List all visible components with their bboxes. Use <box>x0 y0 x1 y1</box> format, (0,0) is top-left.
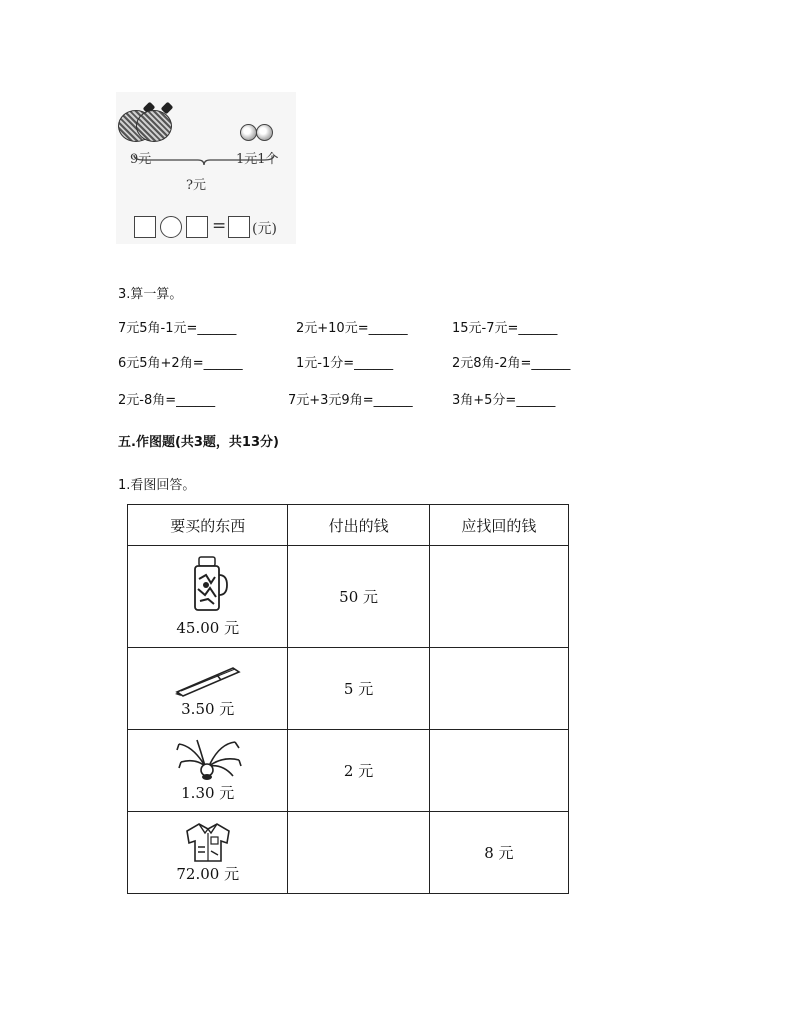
unit-label: (元) <box>252 221 277 237</box>
operator-circle[interactable] <box>160 216 182 238</box>
calc-item: 7元+3元9角=______ <box>288 393 413 408</box>
item-price: 3.50 元 <box>181 700 235 718</box>
word-problem-figure <box>116 92 296 244</box>
calc-item: 6元5角+2角=______ <box>118 356 243 371</box>
header-cell: 要买的东西 <box>128 505 288 546</box>
answer-box[interactable] <box>186 216 208 238</box>
change-cell[interactable] <box>429 730 568 812</box>
calc-item: 1元-1分=______ <box>296 356 394 371</box>
pen-icon <box>173 658 243 698</box>
ping-pong-ball-icon <box>240 124 257 141</box>
calc-item: 3角+5分=______ <box>452 393 556 408</box>
table-row <box>128 730 569 812</box>
equals-sign: = <box>212 216 227 236</box>
change-cell[interactable] <box>429 546 568 648</box>
section-5-title: 五.作图题(共3题，共13分) <box>118 435 279 450</box>
section-3-title: 3.算一算。 <box>118 287 183 302</box>
ball-price-label: 1元1个 <box>236 152 279 167</box>
ping-pong-paddle-icon <box>136 110 172 142</box>
ping-pong-ball-icon <box>256 124 273 141</box>
item-cell <box>128 812 288 894</box>
paid-cell: 50 元 <box>288 546 429 648</box>
toy-spider-icon <box>173 738 243 782</box>
shirt-icon <box>183 821 233 863</box>
paid-cell: 2 元 <box>288 730 429 812</box>
answer-box[interactable] <box>228 216 250 238</box>
question-1: 1.看图回答。 <box>118 478 196 493</box>
table-row <box>128 546 569 648</box>
calc-item: 2元+10元=______ <box>296 321 408 336</box>
calc-item: 2元-8角=______ <box>118 393 216 408</box>
item-price: 45.00 元 <box>176 619 240 637</box>
change-cell[interactable] <box>429 648 568 730</box>
paid-cell[interactable] <box>288 812 429 894</box>
header-cell: 付出的钱 <box>288 505 429 546</box>
item-price: 72.00 元 <box>176 865 240 883</box>
brace-icon <box>132 154 276 166</box>
calc-item: 15元-7元=______ <box>452 321 558 336</box>
header-cell: 应找回的钱 <box>429 505 568 546</box>
item-cell <box>128 546 288 648</box>
item-cell <box>128 730 288 812</box>
change-cell: 8 元 <box>429 812 568 894</box>
calc-item: 7元5角-1元=______ <box>118 321 237 336</box>
item-cell <box>128 648 288 730</box>
table-row <box>128 648 569 730</box>
total-price-label: ?元 <box>186 178 206 193</box>
item-price: 1.30 元 <box>181 784 235 802</box>
paid-cell: 5 元 <box>288 648 429 730</box>
table-header-row <box>128 505 569 546</box>
paddle-price-label: 9元 <box>130 152 152 167</box>
answer-box[interactable] <box>134 216 156 238</box>
thermos-icon <box>188 555 228 615</box>
calc-item: 2元8角-2角=______ <box>452 356 571 371</box>
shopping-table <box>127 504 569 894</box>
table-row <box>128 812 569 894</box>
